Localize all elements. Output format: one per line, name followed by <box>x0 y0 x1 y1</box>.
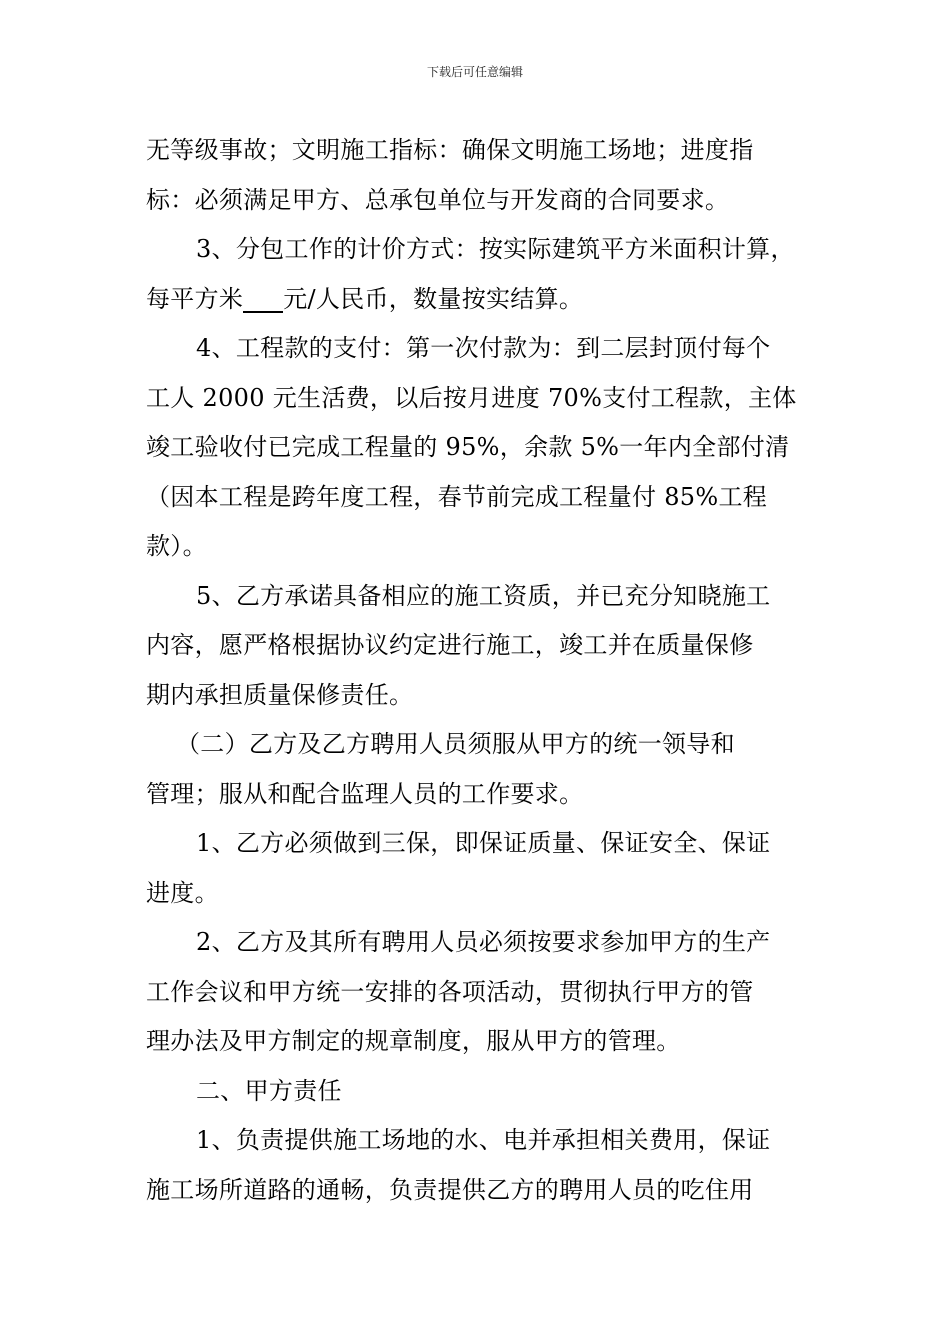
paragraph-line: 5、乙方承诺具备相应的施工资质，并已充分知晓施工 <box>196 581 771 610</box>
paragraph-line: 施工场所道路的通畅，负责提供乙方的聘用人员的吃住用 <box>146 1175 754 1204</box>
paragraph-line: 款）。 <box>146 532 207 560</box>
paragraph-line: 进度。 <box>146 878 219 907</box>
paragraph-line: 竣工验收付已完成工程量的 95%，余款 5%一年内全部付清 <box>146 433 790 461</box>
paragraph-line: 3、分包工作的计价方式：按实际建筑平方米面积计算， <box>196 235 795 263</box>
paragraph-line: 标：必须满足甲方、总承包单位与开发商的合同要求。 <box>146 185 730 214</box>
paragraph-line: 工人 2000 元生活费，以后按月进度 70%支付工程款，主体 <box>146 383 797 412</box>
paragraph-line: 管理；服从和配合监理人员的工作要求。 <box>146 779 584 808</box>
price-line-suffix: 元/人民币，数量按实结算。 <box>283 284 584 313</box>
paragraph-line: 1、乙方必须做到三保，即保证质量、保证安全、保证 <box>196 829 771 857</box>
paragraph-line: 期内承担质量保修责任。 <box>146 680 414 709</box>
price-blank-field <box>243 285 283 313</box>
price-line-prefix: 每平方米 <box>146 284 244 313</box>
paragraph-line: 理办法及甲方制定的规章制度，服从甲方的管理。 <box>146 1027 681 1055</box>
page-header-note: 下载后可任意编辑 <box>426 65 523 79</box>
paragraph-line: （二）乙方及乙方聘用人员须服从甲方的统一领导和 <box>176 730 735 758</box>
document-body <box>146 126 810 1215</box>
paragraph-line: 无等级事故；文明施工指标：确保文明施工场地；进度指 <box>146 136 754 164</box>
price-line <box>146 275 810 325</box>
paragraph-line: 1、负责提供施工场地的水、电并承担相关费用，保证 <box>196 1126 771 1154</box>
paragraph-line: （因本工程是跨年度工程，春节前完成工程量付 85%工程 <box>146 482 768 511</box>
section-heading: 二、甲方责任 <box>196 1076 342 1105</box>
paragraph-line: 2、乙方及其所有聘用人员必须按要求参加甲方的生产 <box>196 928 771 956</box>
paragraph-line: 4、工程款的支付：第一次付款为：到二层封顶付每个 <box>196 334 771 362</box>
paragraph-line: 工作会议和甲方统一安排的各项活动，贯彻执行甲方的管 <box>146 977 754 1006</box>
paragraph-line: 内容，愿严格根据协议约定进行施工，竣工并在质量保修 <box>146 631 754 659</box>
